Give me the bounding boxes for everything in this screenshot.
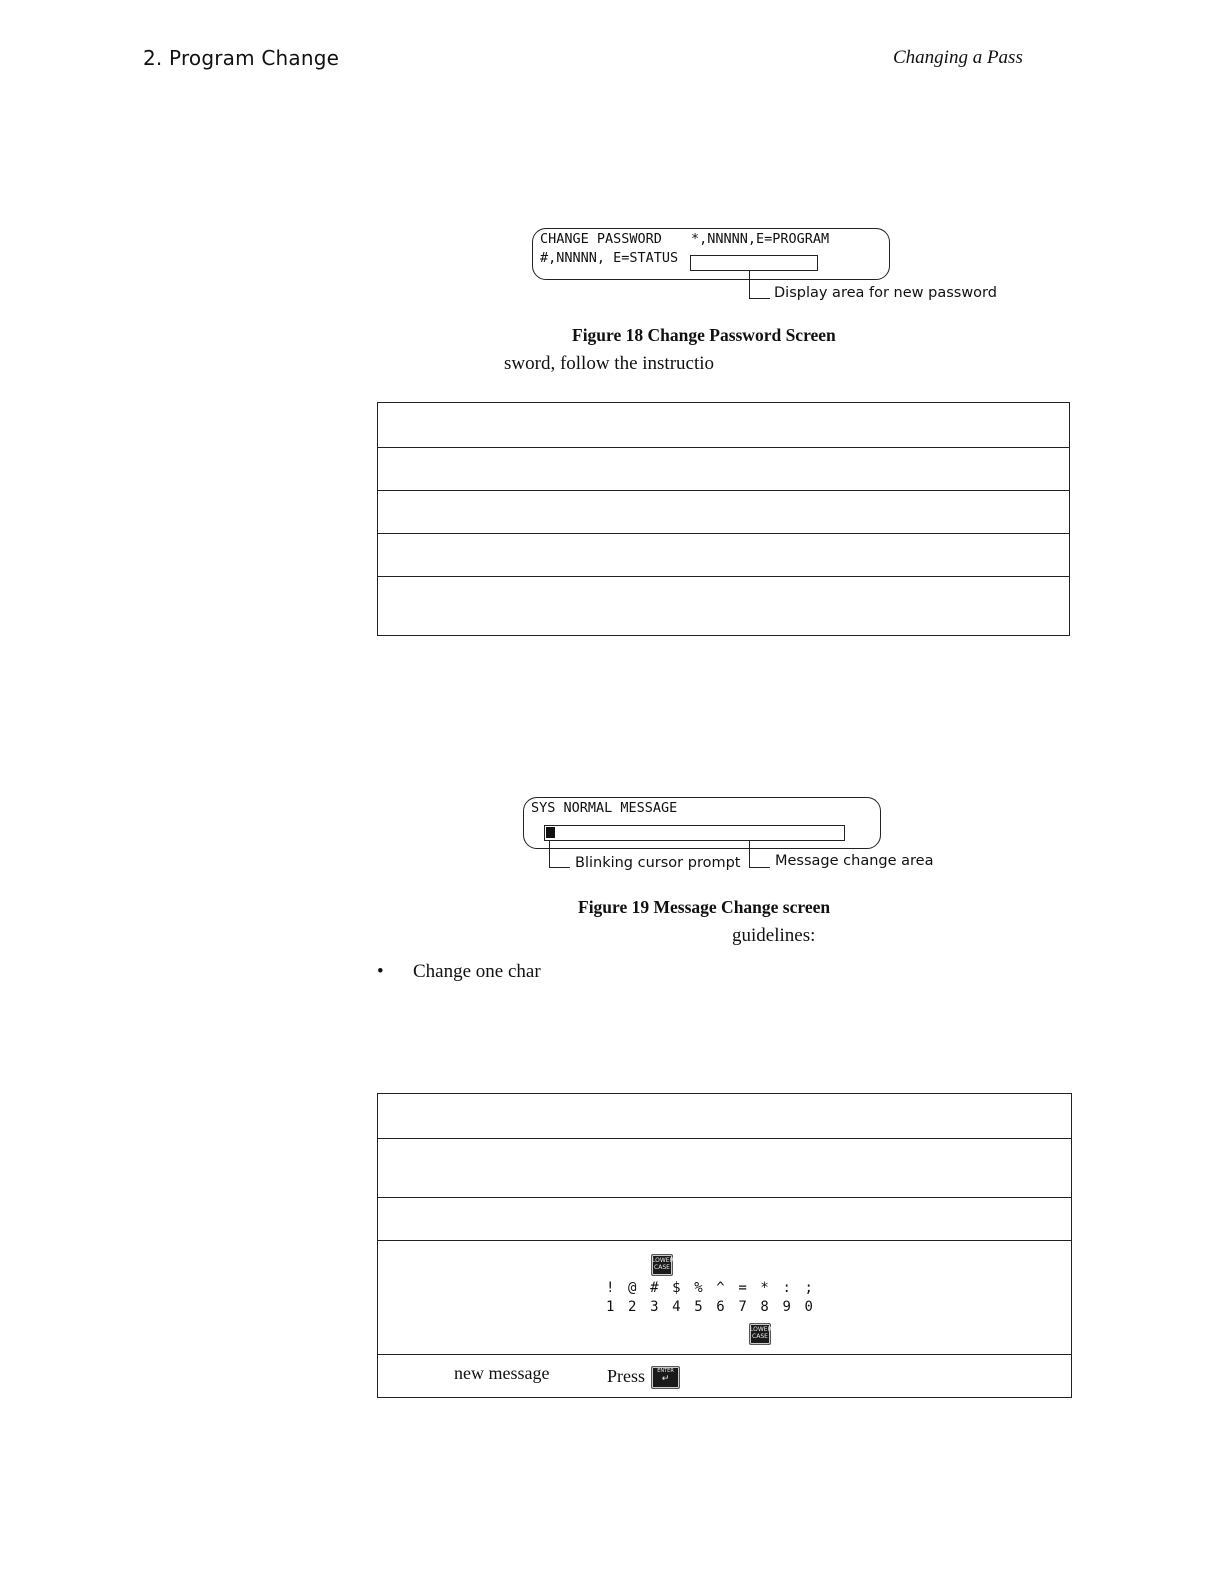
- cursor-callout-line: [549, 840, 570, 868]
- table-row: [378, 448, 1070, 491]
- table-row: [378, 1241, 1072, 1355]
- guidelines-text: guidelines:: [732, 925, 816, 946]
- lower-case-key-icon: LOWER CASE: [651, 1254, 673, 1276]
- lcd-line1-right: *,NNNNN,E=PROGRAM: [691, 231, 830, 247]
- lcd-line1: SYS NORMAL MESSAGE: [531, 800, 678, 816]
- section-header: 2. Program Change: [143, 46, 340, 70]
- table-row: [378, 1139, 1072, 1198]
- lower-case-key-icon: LOWER CASE: [749, 1323, 771, 1345]
- figure-18-caption: Figure 18 Change Password Screen: [572, 325, 836, 345]
- message-change-box: [544, 825, 845, 841]
- table-row: [378, 1094, 1072, 1139]
- new-message-label: new message: [454, 1363, 550, 1383]
- table-row: [378, 1198, 1072, 1241]
- instruction-text: sword, follow the instructio: [504, 353, 715, 374]
- area-callout-line: [749, 840, 770, 868]
- table-row: [378, 534, 1070, 577]
- topic-header: Changing a Pass: [893, 47, 1023, 68]
- change-password-lcd: [532, 228, 890, 280]
- press-label: Press: [607, 1366, 646, 1386]
- password-steps-table: [377, 402, 1070, 636]
- table-row: [378, 577, 1070, 636]
- enter-key-icon: [651, 1366, 680, 1389]
- digit-characters: 1 2 3 4 5 6 7 8 9 0: [606, 1299, 816, 1315]
- password-display-box: [690, 255, 818, 271]
- bullet-mark: •: [377, 961, 384, 982]
- lcd-line2-left: #,NNNNN, E=STATUS: [540, 250, 679, 266]
- enter-key-label: ENTER: [657, 1368, 674, 1374]
- lcd-line1-left: CHANGE PASSWORD: [540, 231, 662, 247]
- message-change-lcd: [523, 797, 881, 849]
- table-row: [378, 403, 1070, 448]
- message-steps-table: [377, 1093, 1072, 1398]
- symbol-characters: ! @ # $ % ^ = * : ;: [606, 1280, 816, 1296]
- password-callout-label: Display area for new password: [774, 285, 997, 301]
- figure-19-caption: Figure 19 Message Change screen: [578, 897, 831, 917]
- bullet-text: Change one char: [413, 961, 541, 982]
- password-callout-line: [749, 271, 770, 299]
- cursor-callout-label: Blinking cursor prompt: [575, 855, 741, 871]
- cursor-block: [546, 827, 555, 838]
- table-row: [378, 491, 1070, 534]
- area-callout-label: Message change area: [775, 853, 934, 869]
- enter-arrow-icon: ↵: [661, 1374, 670, 1384]
